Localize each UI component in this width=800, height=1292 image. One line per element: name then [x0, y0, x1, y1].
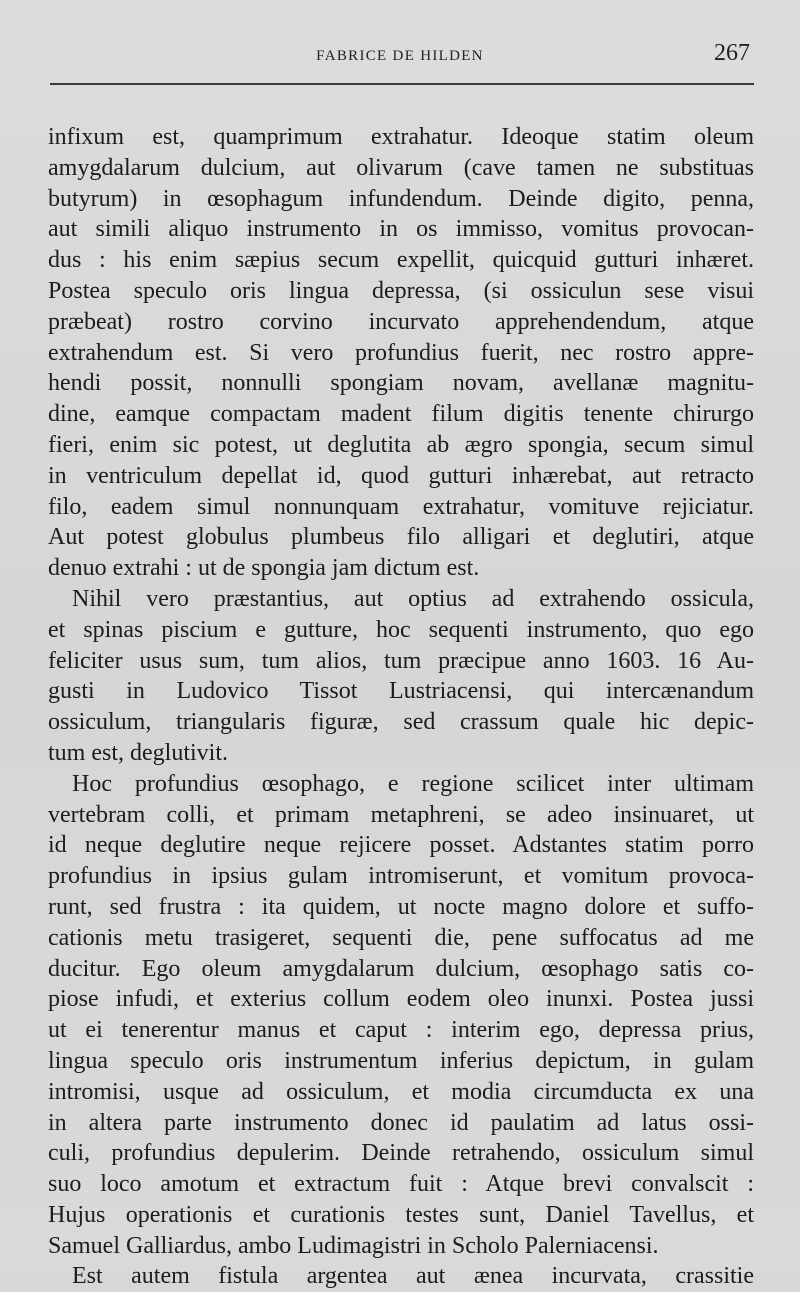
- text-line: dine, eamque compactam madent filum digitis tenente chirurgo: [48, 401, 754, 428]
- text-line: butyrum) in œsophagum infundendum. Deinde digito, penna,: [48, 185, 754, 212]
- text-line: profundius in ipsius gulam intromiserunt, et vomitum provoca-: [48, 863, 754, 890]
- text-line: tum est, deglutivit.: [48, 739, 228, 766]
- text-line: infixum est, quamprimum extrahatur. Ideoque statim oleum: [48, 124, 754, 150]
- text-line: runt, sed frustra : ita quidem, ut nocte magno dolore et suffo-: [48, 893, 754, 920]
- running-head-title: FABRICE DE HILDEN: [316, 48, 484, 64]
- text-line: feliciter usus sum, tum alios, tum præcipue anno 1603. 16 Au-: [48, 647, 754, 674]
- text-line: id neque deglutire neque rejicere posset. Adstantes statim porro: [48, 832, 754, 859]
- text-line: dus : his enim sæpius secum expellit, quicquid gutturi inhæret.: [48, 247, 754, 274]
- text-line: Aut potest globulus plumbeus filo alligari et deglutiri, atque: [48, 524, 754, 551]
- text-line: ducitur. Ego oleum amygdalarum dulcium, œsophago satis co-: [48, 955, 754, 982]
- text-line: extrahendum est. Si vero profundius fuerit, nec rostro appre-: [48, 339, 754, 366]
- text-line: denuo extrahi : ut de spongia jam dictum est.: [48, 555, 480, 582]
- text-line: vertebram colli, et primam metaphreni, se adeo insinuaret, ut: [48, 801, 754, 828]
- text-line: lingua speculo oris instrumentum inferius depictum, in gulam: [48, 1047, 754, 1074]
- body-text: [48, 122, 754, 1292]
- text-line: præbeat) rostro corvino incurvato apprehendendum, atque: [48, 308, 754, 335]
- text-line: piose infudi, et exterius collum eodem oleo inunxi. Postea jussi: [48, 986, 754, 1013]
- text-line: ossiculum, triangularis figuræ, sed crassum quale hic depic-: [48, 709, 754, 736]
- header-rule: [50, 83, 754, 85]
- text-line: Postea speculo oris lingua depressa, (si ossiculun sese visui: [48, 277, 754, 304]
- text-line: Nihil vero præstantius, aut optius ad extrahendo ossicula,: [72, 585, 754, 612]
- text-line: ut ei tenerentur manus et caput : interim ego, depressa prius,: [48, 1017, 754, 1044]
- running-head: [50, 38, 750, 86]
- text-line: in ventriculum depellat id, quod gutturi inhærebat, aut retracto: [48, 462, 754, 489]
- text-line: aut simili aliquo instrumento in os immisso, vomitus provocan-: [48, 216, 754, 243]
- text-line: fieri, enim sic potest, ut deglutita ab ægro spongia, secum simul: [48, 431, 754, 458]
- text-line: Est autem fistula argentea aut ænea incurvata, crassitie: [72, 1263, 754, 1290]
- text-line: suo loco amotum et extractum fuit : Atque brevi convalscit :: [48, 1171, 754, 1198]
- text-line: et spinas piscium e gutture, hoc sequenti instrumento, quo ego: [48, 616, 754, 643]
- text-line: hendi possit, nonnulli spongiam novam, avellanæ magnitu-: [48, 370, 754, 397]
- text-line: Hujus operationis et curationis testes sunt, Daniel Tavellus, et: [48, 1201, 754, 1228]
- text-line: Hoc profundius œsophago, e regione scilicet inter ultimam: [72, 770, 754, 797]
- page-number: 267: [714, 40, 750, 66]
- text-line: Samuel Galliardus, ambo Ludimagistri in Scholo Palerniacensi.: [48, 1232, 659, 1259]
- text-line: filo, eadem simul nonnunquam extrahatur, vomituve rejiciatur.: [48, 493, 754, 520]
- text-line: intromisi, usque ad ossiculum, et modia circumducta ex una: [48, 1078, 754, 1105]
- text-line: cationis metu trasigeret, sequenti die, pene suffocatus ad me: [48, 924, 754, 951]
- text-line: culi, profundius depulerim. Deinde retrahendo, ossiculum simul: [48, 1140, 754, 1167]
- text-line: amygdalarum dulcium, aut olivarum (cave tamen ne substituas: [48, 154, 754, 181]
- text-line: in altera parte instrumento donec id paulatim ad latus ossi-: [48, 1109, 754, 1136]
- text-line: gusti in Ludovico Tissot Lustriacensi, qui intercænandum: [48, 678, 754, 705]
